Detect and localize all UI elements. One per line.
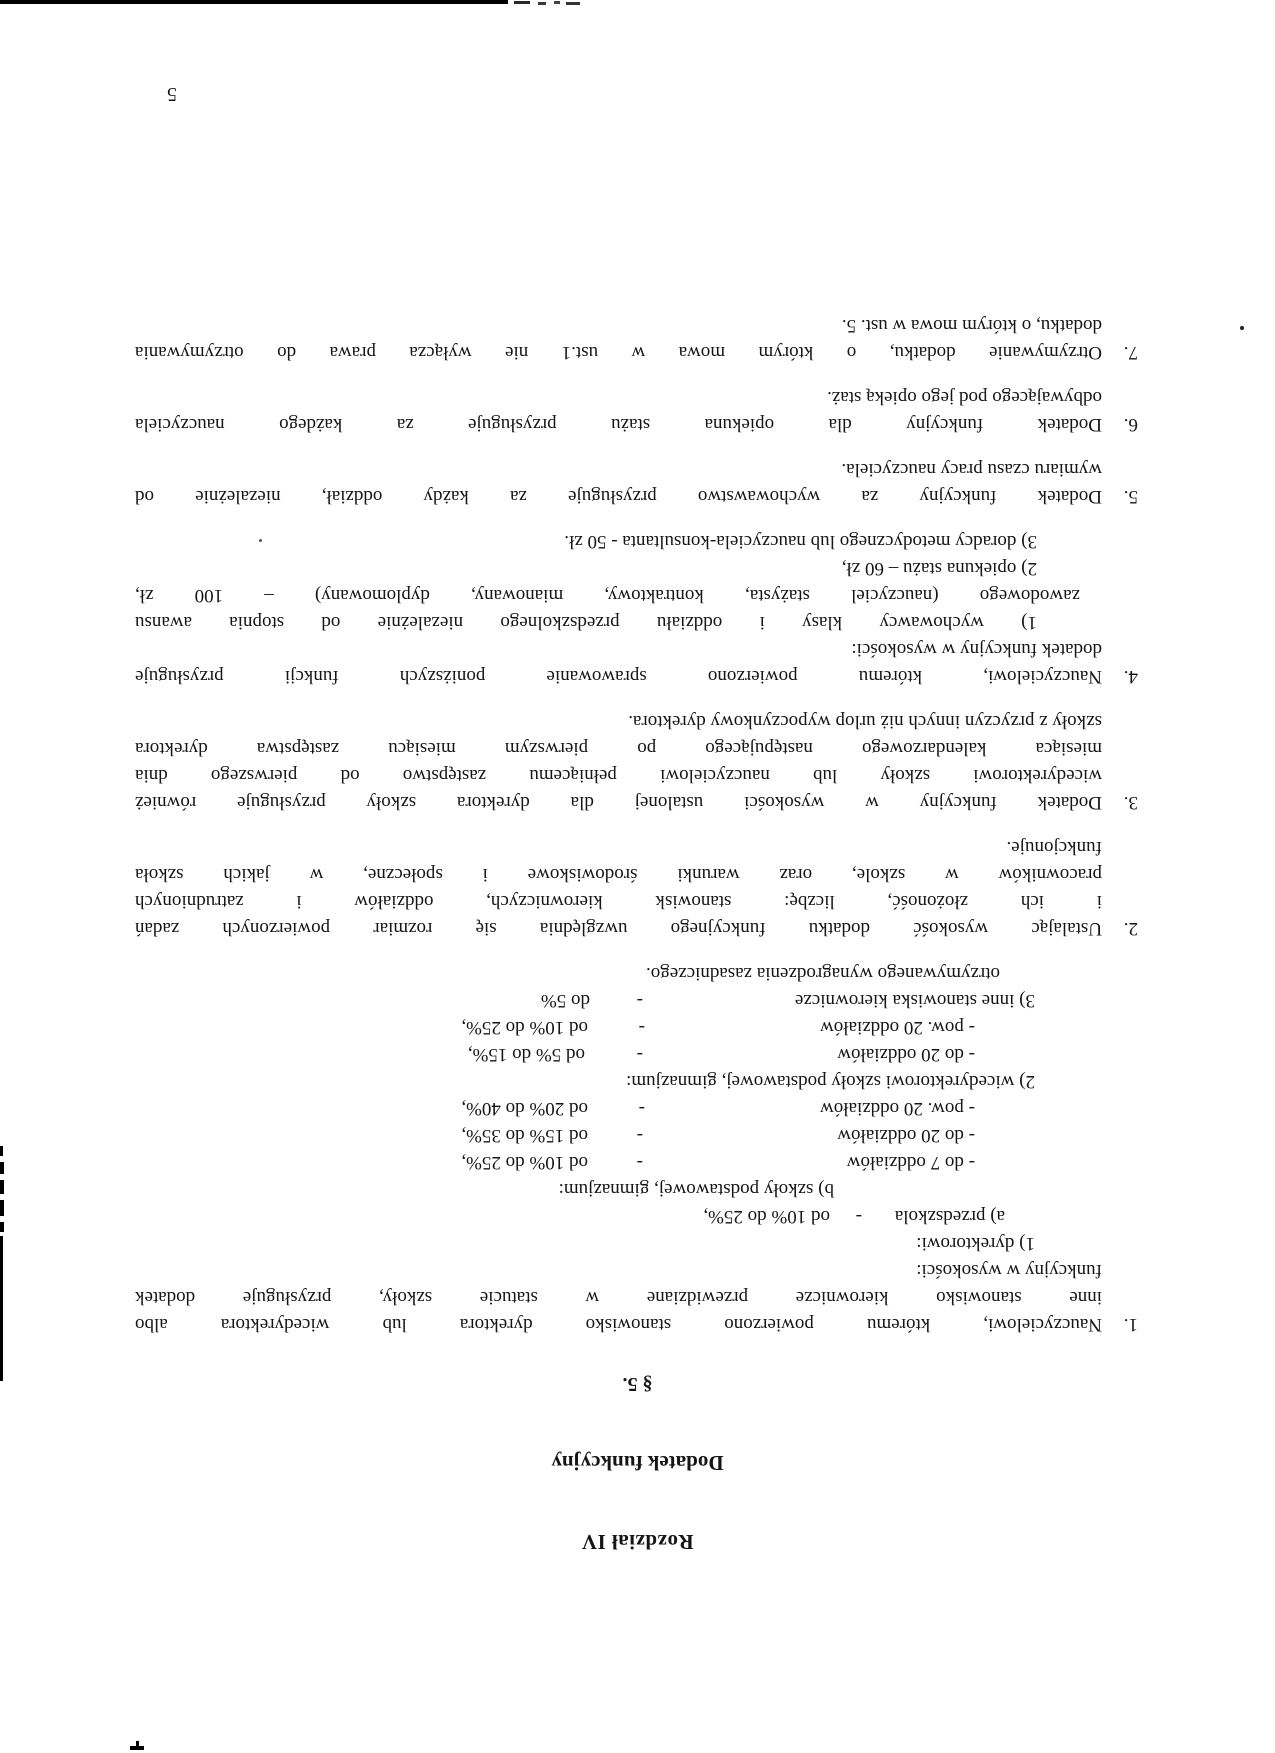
paragraph-line: Otrzymywanie dodatku, o którym mowa w ust.1 nie wyłącza prawa do otrzymywania [135, 342, 1102, 363]
rate-value: od 20% do 40%, [461, 1098, 588, 1119]
doc-title: Dodatek funkcyjny [551, 1451, 724, 1475]
scan-artifact-top-line [0, 0, 508, 4]
paragraph-line: miesiąca kalendarzowego następującego po pierwszym miesiącu zastępstwa dyrektora [135, 738, 1102, 759]
rate-separator: - [638, 1017, 645, 1038]
list-item-line: 1) wychowawcy klasy i oddziału przedszkolnego niezależnie od stopnia awansu [135, 612, 1037, 633]
paragraph-line: pracowników w szkole, oraz warunki środowiskowe i społeczne, w jakich szkoła [135, 864, 1102, 885]
rate-row [135, 1149, 975, 1176]
paragraph-5 [135, 456, 1140, 510]
rate-row [135, 1203, 1005, 1230]
rate-separator: - [855, 1206, 862, 1227]
paragraph-6 [135, 384, 1140, 438]
scan-artifact-left-dash [0, 1146, 3, 1156]
paragraph-line: Dodatek funkcyjny dla opiekuna stażu przysługuje za każdego nauczyciela [135, 414, 1102, 435]
paragraph-line: dodatek funkcyjny w wysokości: [851, 639, 1102, 660]
rate-label: 1) dyrektorowi: [916, 1233, 1035, 1254]
rate-separator: - [636, 1152, 643, 1173]
scan-artifact-left-dash [0, 1180, 4, 1194]
rate-value: od 10% do 25%, [703, 1206, 830, 1227]
scan-artifact-top-dash [538, 2, 546, 5]
paragraph-3 [135, 708, 1140, 816]
paragraph-line: Nauczycielowi, któremu powierzono sprawowanie poniższych funkcji przysługuje [135, 666, 1102, 687]
rate-label: 3) inne stanowiska kierownicze [794, 990, 1035, 1011]
paragraph-line: Dodatek funkcyjny w wysokości ustalonej dla dyrektora szkoły przysługuje również [135, 792, 1102, 813]
scan-artifact-corner-mark [136, 1741, 139, 1747]
rate-label: b) szkoły podstawowej, gimnazjum: [558, 1179, 834, 1200]
rate-label: - do 20 oddziałów [837, 1044, 975, 1065]
rate-label: - do 20 oddziałów [837, 1125, 975, 1146]
rate-row [135, 987, 1035, 1014]
scan-artifact-left-dash [0, 1222, 4, 1232]
paragraph-1 [135, 960, 1140, 1338]
list-item-line: zawodowego (nauczyciel stażysta, kontraktowy, mianowany, dyplomowany) – 100 zł, [135, 585, 1080, 606]
rate-separator: - [636, 990, 643, 1011]
rates-list [135, 960, 1102, 1257]
rate-value: od 10% do 25%, [461, 1017, 588, 1038]
paragraph-line: Ustalając wysokość dodatku funkcyjnego uwzględnia się rozmiar powierzonych zadań [135, 918, 1102, 939]
rate-row [135, 1230, 1035, 1257]
scan-artifact-top-dash [514, 1, 530, 4]
paragraph-2 [135, 834, 1140, 942]
rate-separator: - [638, 1098, 645, 1119]
section-heading: § 5. [622, 1373, 653, 1395]
rate-row [135, 1122, 975, 1149]
chapter-heading: Rozdział IV [581, 1530, 694, 1554]
paragraph-line: wicedyrektorowi szkoły lub nauczycielowi pełniącemu zastępstwo od pierwszego dnia [135, 765, 1102, 786]
rate-separator: - [636, 1125, 643, 1146]
paragraph-line: szkoły z przyczyn innych niż urlop wypoczynkowy dyrektora. [628, 711, 1102, 732]
paragraph-line: funkcjonuje. [1006, 837, 1102, 858]
paragraph-number: 5. [1123, 486, 1138, 507]
paragraph-line: wymiaru czasu pracy nauczyciela. [841, 459, 1102, 480]
paragraph-7 [135, 312, 1140, 366]
paragraph-line: Dodatek funkcyjny za wychowawstwo przysługuje za każdy oddział, niezależnie od [135, 486, 1102, 507]
paragraph-4 [135, 528, 1140, 690]
paragraph-line: dodatku, o którym mowa w ust. 5. [841, 315, 1102, 336]
scan-artifact-left-dash [0, 1162, 4, 1174]
scan-artifact-dot [1240, 326, 1244, 330]
rate-label: - do 7 oddziałów [846, 1152, 975, 1173]
scan-artifact-dot [259, 539, 262, 542]
paragraph-line: i ich złożoność, liczbę: stanowisk kierowniczych, oddziałów i zatrudnionych [135, 891, 1102, 912]
list-item-line: 3) doradcy metodycznego lub nauczyciela-konsultanta - 50 zł. [564, 531, 1037, 552]
paragraph-line: funkcyjny w wysokości: [916, 1260, 1102, 1281]
rate-row [135, 960, 1000, 987]
rate-label: 2) wicedyrektorowi szkoły podstawowej, gimnazjum: [626, 1071, 1035, 1092]
rate-row [135, 1041, 975, 1068]
paragraph-number: 6. [1123, 414, 1138, 435]
scan-artifact-left-dash [0, 1200, 4, 1216]
paragraph-line: inne stanowisko kierownicze przewidziane w statucie szkoły, przysługuje dodatek [135, 1287, 1102, 1308]
paragraph-number: 3. [1123, 792, 1138, 813]
rate-value: od 10% do 25%, [461, 1152, 588, 1173]
page-number: 5 [167, 83, 177, 105]
rate-row [135, 1176, 834, 1203]
paragraph-number: 7. [1123, 342, 1138, 363]
functions-list [135, 528, 1102, 636]
rate-value: od 5% do 15%, [467, 1044, 585, 1065]
scan-artifact-top-dash [554, 1, 560, 4]
rate-label: - pow. 20 oddziałów [820, 1098, 975, 1119]
scan-artifact-top-dash [566, 2, 580, 5]
rate-separator: - [636, 1044, 643, 1065]
rate-label: - pow. 20 oddziałów [820, 1017, 975, 1038]
paragraph-number: 2. [1123, 918, 1138, 939]
scan-artifact-left-line [0, 1236, 3, 1381]
paragraph-number: 1. [1123, 1314, 1138, 1335]
rate-value: do 5% [540, 990, 590, 1011]
document-body [135, 312, 1140, 1753]
paragraph-line: Nauczycielowi, któremu powierzono stanowisko dyrektora lub wicedyrektora albo [135, 1314, 1102, 1335]
rate-row [135, 1014, 975, 1041]
paragraph-line: odbywającego pod jego opieką staż. [827, 387, 1102, 408]
rate-label: a) przedszkola [894, 1206, 1005, 1227]
rate-label: otrzymywanego wynagrodzenia zasadniczego. [646, 963, 1000, 984]
rate-value: od 15% do 35%, [461, 1125, 588, 1146]
list-item-line: 2) opiekuna stażu – 60 zł, [841, 558, 1037, 579]
rate-row [135, 1095, 975, 1122]
rate-row [135, 1068, 1035, 1095]
paragraph-number: 4. [1123, 666, 1138, 687]
